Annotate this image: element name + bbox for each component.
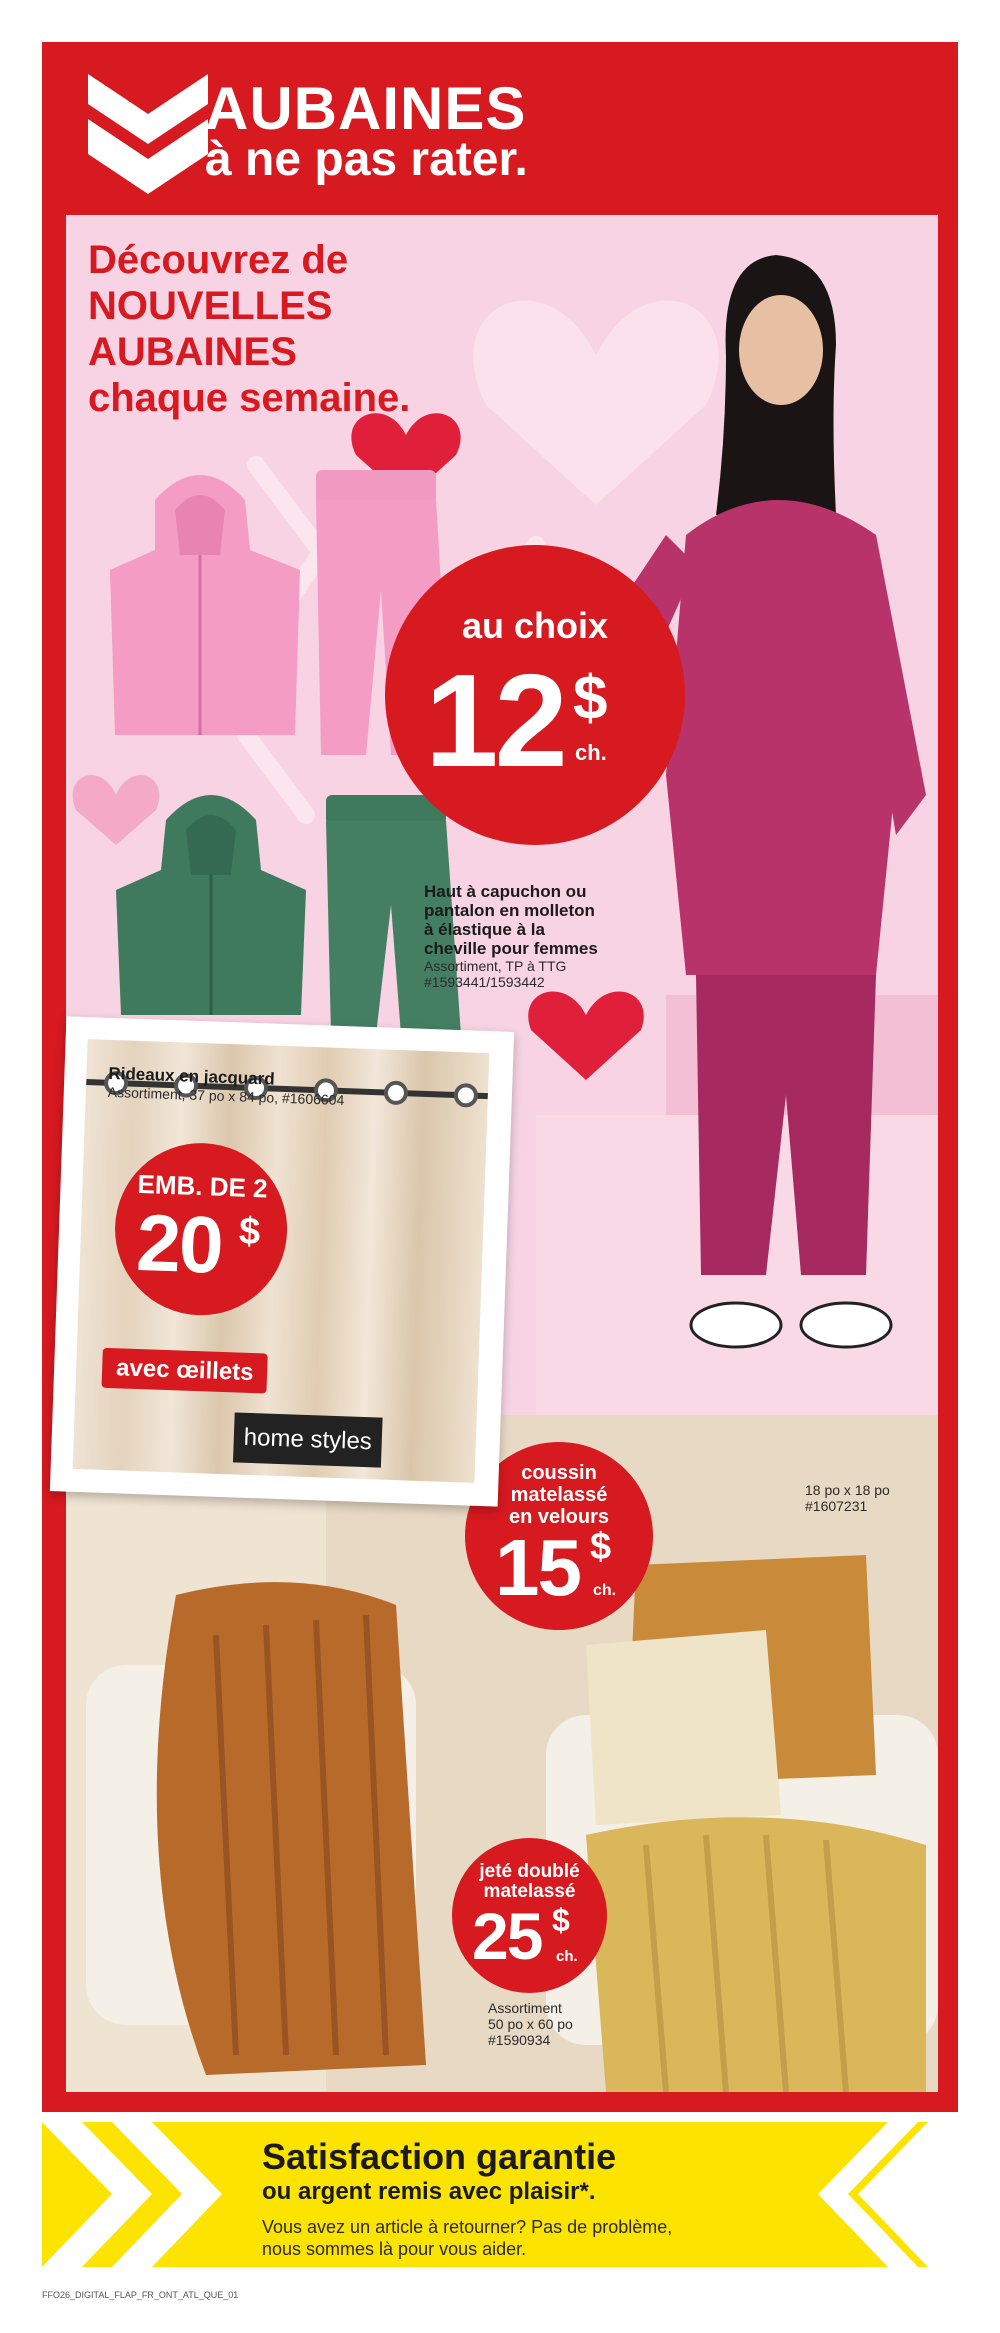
model-image xyxy=(626,235,938,1385)
header-title: AUBAINES xyxy=(205,75,527,142)
guarantee-title: Satisfaction garantie xyxy=(262,2136,617,2177)
hero-headline-line4: chaque semaine. xyxy=(88,376,411,420)
curtain-pack-label: EMB. DE 2 xyxy=(137,1168,269,1204)
cushion-price: 15 xyxy=(495,1523,580,1612)
chevron-down-icon xyxy=(88,74,208,199)
cushion-label: coussin matelassé en velours xyxy=(508,1462,610,1528)
throw-details: Assortiment 50 po x 60 po #1590934 xyxy=(488,2000,573,2048)
throw-price-badge xyxy=(452,1838,607,1993)
hero-headline-line3: AUBAINES xyxy=(88,330,297,374)
price-badge-unit: ch. xyxy=(575,740,607,765)
header-subtitle: à ne pas rater. xyxy=(205,133,528,186)
brand-logo: home styles xyxy=(233,1412,383,1467)
throw-unit: ch. xyxy=(556,1948,578,1965)
price-badge-prefix: au choix xyxy=(461,605,609,646)
curtain-title: Rideaux en jacquard xyxy=(108,1063,275,1089)
product-description: Haut à capuchon ou pantalon en molleton à élastique à la cheville pour femmes xyxy=(424,882,598,958)
cushion-currency: $ xyxy=(590,1526,612,1568)
curtain-currency: $ xyxy=(238,1210,261,1254)
price-badge xyxy=(385,545,685,845)
throw-label: jeté doublé matelassé xyxy=(479,1861,580,1902)
curtain-price: 20 xyxy=(135,1197,224,1290)
throw-price: 25 xyxy=(472,1899,542,1973)
hero-headline-line2: NOUVELLES xyxy=(88,284,333,328)
price-badge-amount: 12 xyxy=(425,647,564,794)
pink-hoodie-image xyxy=(100,460,310,735)
curtain-card xyxy=(50,1016,514,1506)
guarantee-body-line1: Vous avez un article à retourner? Pas de problème, xyxy=(262,2217,673,2237)
throw-currency: $ xyxy=(552,1902,570,1938)
curtain-feature-tag: avec œillets xyxy=(101,1348,268,1394)
product-details: Assortiment, TP à TTG #1593441/1593442 xyxy=(424,958,567,990)
fine-print: FFO26_DIGITAL_FLAP_FR_ONT_ATL_QUE_01 xyxy=(42,2290,239,2300)
price-badge-currency: $ xyxy=(573,664,608,733)
hero-headline-line1: Découvrez de xyxy=(88,238,349,282)
guarantee-subtitle: ou argent remis avec plaisir*. xyxy=(262,2178,596,2205)
green-hoodie-image xyxy=(106,780,316,1015)
guarantee-banner xyxy=(42,2122,958,2267)
curtain-details: Assortiment, 37 po x 84 po, #1606604 xyxy=(107,1083,345,1109)
cushion-details: 18 po x 18 po #1607231 xyxy=(805,1482,890,1514)
guarantee-body-line2: nous sommes là pour vous aider. xyxy=(262,2239,527,2259)
cushion-unit: ch. xyxy=(593,1582,617,1599)
